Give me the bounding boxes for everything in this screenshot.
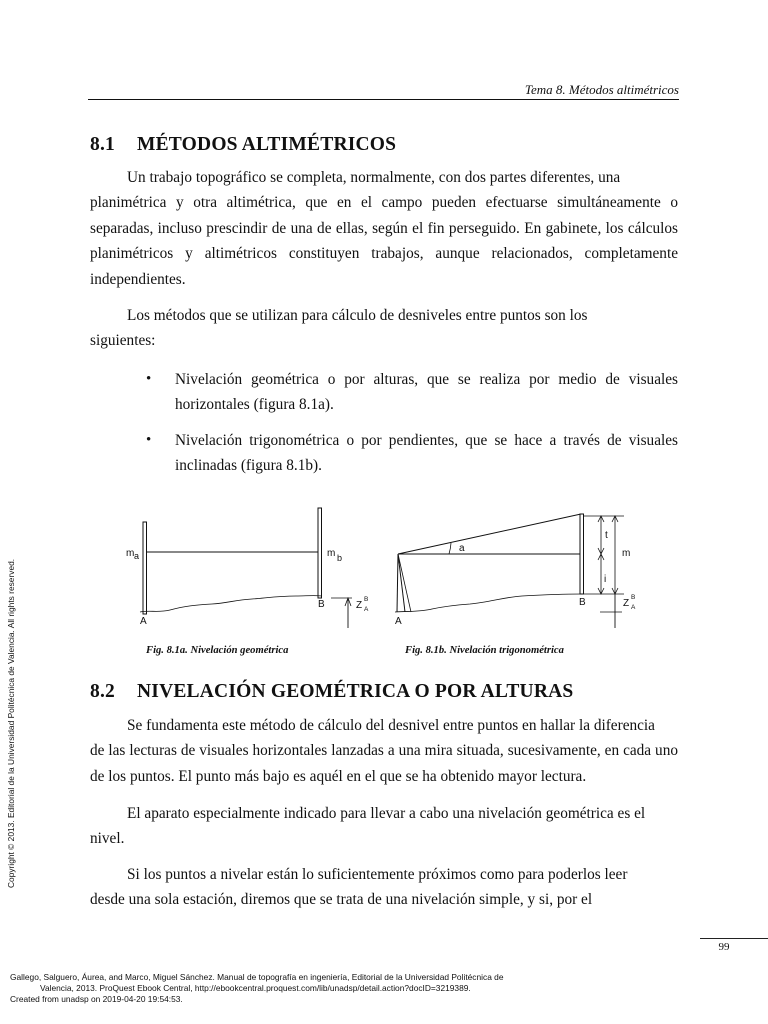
label-ma: m xyxy=(126,548,135,559)
section-title: MÉTODOS ALTIMÉTRICOS xyxy=(137,134,397,155)
paragraph-first-line: El aparato especialmente indicado para llevar a cabo una nivelación geométrica es el xyxy=(127,805,646,822)
paragraph-first-line: Los métodos que se utilizan para cálculo de desniveles entre puntos son los xyxy=(127,307,588,324)
paragraph-body: desde una sola estación, diremos que se trata de una nivelación simple, y si, por el xyxy=(90,891,593,909)
label-mb: m xyxy=(327,548,336,559)
label-mb-subscript: b xyxy=(337,553,343,563)
label-point-b: B xyxy=(318,599,325,610)
figure-caption-8-1a: Fig. 8.1a. Nivelación geométrica xyxy=(146,645,289,656)
bullet-marker: • xyxy=(146,432,152,448)
label-z-subscript: A xyxy=(364,606,369,613)
label-point-b: B xyxy=(579,597,586,608)
paragraph-body: de las lecturas de visuales horizontales lanzadas a una mira situada, sucesivamente, en cada uno de los puntos. El punto más bajo es aquél en el que se ha obtenido mayor lectura. xyxy=(90,742,678,785)
paragraph-body: nivel. xyxy=(90,830,125,848)
label-z-superscript: B xyxy=(364,596,369,603)
label-point-a: A xyxy=(140,616,147,627)
paragraph-body: siguientes: xyxy=(90,332,156,350)
page-number-rule xyxy=(700,938,768,939)
running-head: Tema 8. Métodos altimétricos xyxy=(524,82,679,97)
paragraph-8-2-3 xyxy=(90,862,678,913)
section-number: 8.2 xyxy=(90,681,115,702)
label-z-subscript: A xyxy=(631,604,636,611)
bullet-marker: • xyxy=(146,371,152,387)
section-number: 8.1 xyxy=(90,134,115,155)
paragraph-first-line: Un trabajo topográfico se completa, normalmente, con dos partes diferentes, una xyxy=(127,169,621,186)
section-title: NIVELACIÓN GEOMÉTRICA O POR ALTURAS xyxy=(137,681,574,702)
label-angle-a: a xyxy=(459,543,465,554)
label-i: i xyxy=(604,574,607,585)
figure-8-1a-drawing xyxy=(140,508,352,628)
footer-citation-line-1: Gallego, Salguero, Áurea, and Marco, Miguel Sánchez. Manual de topografía en ingeniería, Editorial de la Universidad Politécnica de xyxy=(10,972,504,982)
paragraph-8-2-1 xyxy=(90,713,678,789)
label-m: m xyxy=(622,548,631,559)
label-z-superscript: B xyxy=(631,594,636,601)
label-ma-subscript: a xyxy=(134,551,140,561)
footer-citation-line-2: Valencia, 2013. ProQuest Ebook Central, http://ebookcentral.proquest.com/lib/unadsp/detail.action?docID=3219389. xyxy=(40,983,471,993)
label-z: Z xyxy=(356,600,363,611)
list-item: Nivelación trigonométrica o por pendientes, que se hace a través de visuales inclinadas (figura 8.1b). xyxy=(175,432,678,475)
label-t: t xyxy=(605,530,608,541)
paragraph-first-line: Si los puntos a nivelar están lo suficientemente próximos como para poderlos leer xyxy=(127,866,628,883)
section-heading-8-2 xyxy=(90,681,690,703)
footer-created-line: Created from unadsp on 2019-04-20 19:54:53. xyxy=(10,994,183,1004)
side-copyright-notice: Copyright © 2013. Editorial de la Universidad Politécnica de Valencia. All rights reserved. xyxy=(6,558,16,888)
paragraph-body: planimétrica y otra altimétrica, que en el campo pueden efectuarse simultáneamente o separadas, incluso prescindir de una de ellas, según el fin perseguido. En gabinete, los cálculos planimétricos y altimétricos constituyen trabajos, aunque relacionados, completamente independientes. xyxy=(90,194,678,288)
figure-caption-8-1b: Fig. 8.1b. Nivelación trigonométrica xyxy=(405,645,564,656)
label-z: Z xyxy=(623,598,630,609)
list-item: Nivelación geométrica o por alturas, que se realiza por medio de visuales horizontales (figura 8.1a). xyxy=(175,371,678,414)
figure-8-1b-drawing xyxy=(395,514,624,628)
label-point-a: A xyxy=(395,616,402,627)
page-number: 99 xyxy=(718,941,730,953)
paragraph-8-2-2 xyxy=(90,801,678,852)
paragraph-first-line: Se fundamenta este método de cálculo del desnivel entre puntos en hallar la diferencia xyxy=(127,717,655,734)
